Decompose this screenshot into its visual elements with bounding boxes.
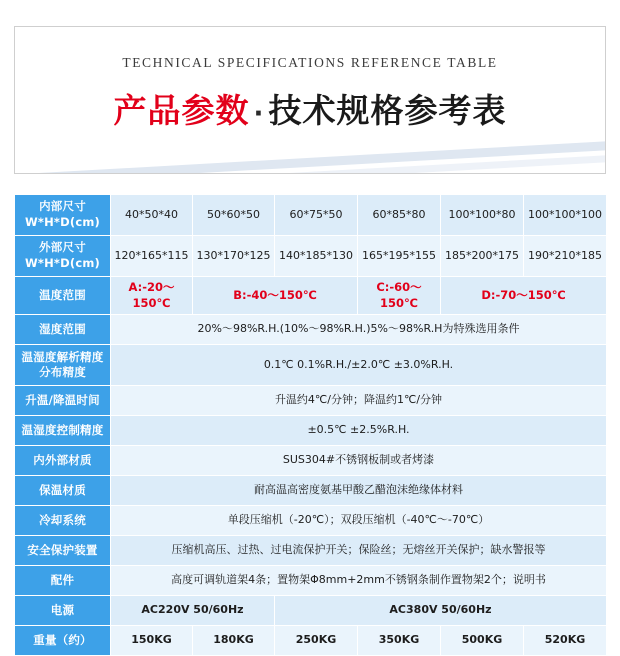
row-label-line1: 冷却系统: [39, 512, 86, 527]
row-label-line1: 升温/降温时间: [25, 392, 100, 407]
row-label-weight: [15, 626, 111, 656]
row-label-heating-cooling-time: [15, 386, 111, 416]
row-label-control-accuracy: [15, 416, 111, 446]
cell-temp-range-b: B:-40～150℃: [193, 277, 358, 315]
table-row: [15, 596, 607, 626]
cell-cooling-system: 单段压缩机（-20℃）；双段压缩机（-40℃～-70℃）: [111, 506, 607, 536]
cell-internal-size-6: 100*100*100: [524, 195, 607, 236]
cell-temp-range-c: C:-60～150℃: [358, 277, 441, 315]
banner-stripe-upper: [14, 137, 606, 174]
row-label-power-supply: [15, 596, 111, 626]
cell-external-size-1: 120*165*115: [111, 236, 193, 277]
table-row: [15, 476, 607, 506]
cell-temp-range-a: A:-20～150℃: [111, 277, 193, 315]
row-label-line1: 保温材质: [39, 482, 86, 497]
cell-weight-4: 350KG: [358, 626, 441, 656]
header-banner-inner: [15, 27, 605, 173]
row-label-line1: 重量（约）: [33, 632, 92, 647]
row-label-line1: 外部尺寸: [39, 240, 86, 255]
cell-weight-2: 180KG: [193, 626, 275, 656]
row-label-external-size: [15, 236, 111, 277]
banner-chinese-title: [15, 85, 605, 132]
table-row: [15, 345, 607, 386]
cell-external-size-3: 140*185*130: [275, 236, 358, 277]
header-banner: [14, 26, 606, 174]
row-label-cooling-system: [15, 506, 111, 536]
table-row: [15, 626, 607, 656]
cell-heating-cooling-time: 升温约4℃/分钟；降温约1℃/分钟: [111, 386, 607, 416]
table-row: [15, 236, 607, 277]
table-row: [15, 195, 607, 236]
cell-humidity-range: 20%～98%R.H.(10%～98%R.H.)5%～98%R.H为特殊选用条件: [111, 315, 607, 345]
row-label-temperature-range: [15, 277, 111, 315]
cell-material: SUS304#不锈钢板制或者烤漆: [111, 446, 607, 476]
table-row: [15, 277, 607, 315]
spec-table-wrapper: [14, 194, 606, 656]
row-label-resolution-accuracy: [15, 345, 111, 386]
table-row: [15, 386, 607, 416]
cell-external-size-2: 130*170*125: [193, 236, 275, 277]
row-label-line1: 配件: [50, 572, 75, 587]
banner-title-red: 产品参数: [113, 91, 250, 130]
cell-internal-size-2: 50*60*50: [193, 195, 275, 236]
row-label-accessories: [15, 566, 111, 596]
row-label-safety-devices: [15, 536, 111, 566]
table-row: [15, 315, 607, 345]
cell-control-accuracy: ±0.5℃ ±2.5%R.H.: [111, 416, 607, 446]
cell-temp-range-d: D:-70～150℃: [441, 277, 607, 315]
row-label-line1: 内外部材质: [33, 452, 92, 467]
cell-internal-size-4: 60*85*80: [358, 195, 441, 236]
cell-resolution-accuracy: 0.1℃ 0.1%R.H./±2.0℃ ±3.0%R.H.: [111, 345, 607, 386]
row-label-line2: W*H*D(cm): [25, 256, 100, 270]
row-label-line1: 温度范围: [39, 287, 86, 302]
cell-external-size-6: 190*210*185: [524, 236, 607, 277]
table-row: [15, 566, 607, 596]
cell-weight-6: 520KG: [524, 626, 607, 656]
spec-table: [14, 194, 607, 656]
table-row: [15, 536, 607, 566]
table-row: [15, 446, 607, 476]
row-label-material: [15, 446, 111, 476]
cell-power-220v: AC220V 50/60Hz: [111, 596, 275, 626]
row-label-line1: 湿度范围: [39, 321, 86, 336]
row-label-humidity-range: [15, 315, 111, 345]
cell-internal-size-5: 100*100*80: [441, 195, 524, 236]
row-label-line2: 分布精度: [39, 365, 86, 380]
row-label-line1: 电源: [50, 602, 75, 617]
cell-safety-devices: 压缩机高压、过热、过电流保护开关；保险丝；无熔丝开关保护；缺水警报等: [111, 536, 607, 566]
row-label-line1: 内部尺寸: [39, 199, 86, 214]
row-label-line1: 安全保护装置: [27, 542, 98, 557]
table-row: [15, 506, 607, 536]
banner-title-black: 技术规格参考表: [268, 91, 507, 130]
table-row: [15, 416, 607, 446]
cell-weight-3: 250KG: [275, 626, 358, 656]
cell-power-380v: AC380V 50/60Hz: [275, 596, 607, 626]
cell-weight-1: 150KG: [111, 626, 193, 656]
cell-external-size-5: 185*200*175: [441, 236, 524, 277]
banner-english-title: TECHNICAL SPECIFICATIONS REFERENCE TABLE: [122, 55, 498, 70]
cell-weight-5: 500KG: [441, 626, 524, 656]
cell-internal-size-3: 60*75*50: [275, 195, 358, 236]
row-label-line1: 温湿度解析精度: [21, 349, 104, 364]
cell-accessories: 高度可调轨道架4条；置物架Φ8mm+2mm不锈钢条制作置物架2个；说明书: [111, 566, 607, 596]
cell-internal-size-1: 40*50*40: [111, 195, 193, 236]
row-label-insulation-material: [15, 476, 111, 506]
row-label-internal-size: [15, 195, 111, 236]
cell-insulation-material: 耐高温高密度氨基甲酸乙醋泡沫绝缘体材料: [111, 476, 607, 506]
row-label-line2: W*H*D(cm): [25, 215, 100, 229]
cell-external-size-4: 165*195*155: [358, 236, 441, 277]
row-label-line1: 温湿度控制精度: [21, 422, 104, 437]
banner-title-dot: ·: [253, 99, 265, 129]
